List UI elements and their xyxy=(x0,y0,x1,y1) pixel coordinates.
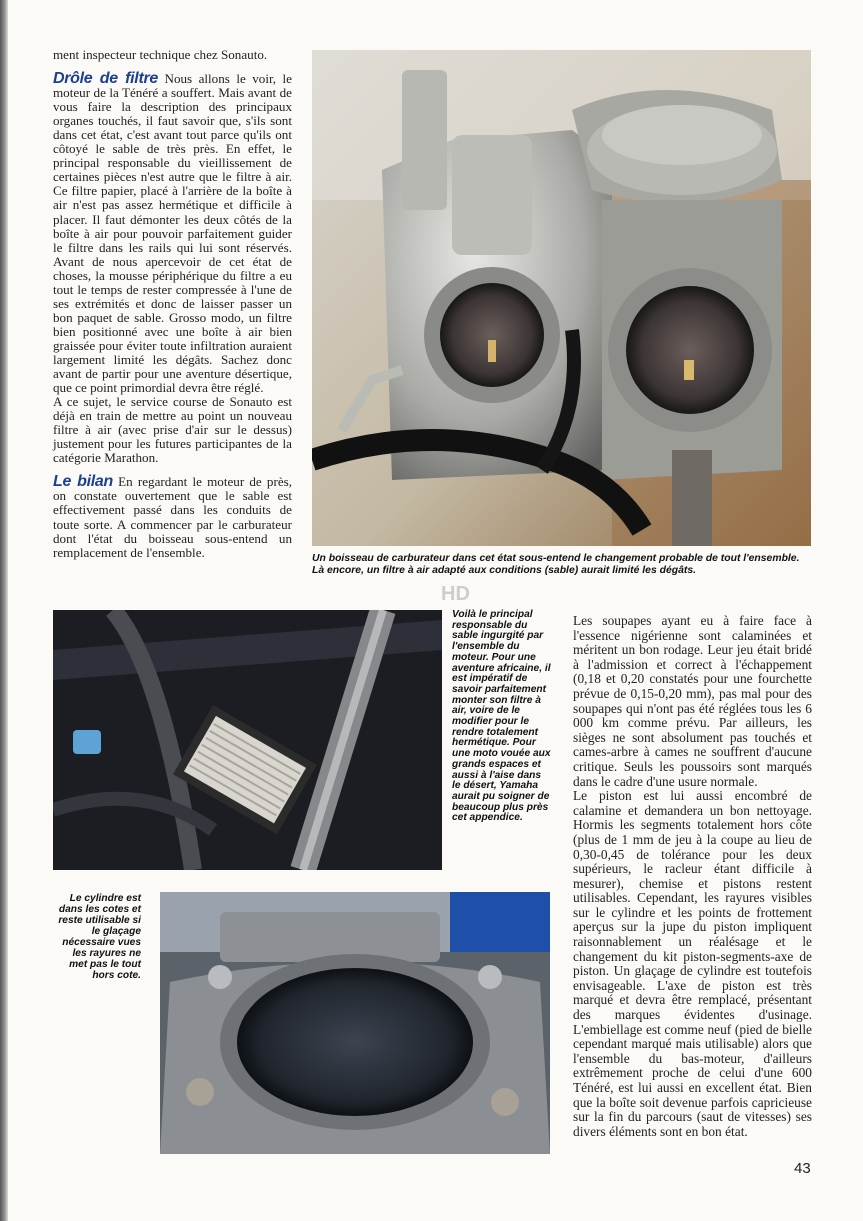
carburettor-caption: Un boisseau de carburateur dans cet état sous-entend le changement probable de tout l'ensemble. Là encore, un filtre à air adapté aux conditions (sable) aurait limité les dégâts. xyxy=(312,553,800,576)
cylinder-illustration xyxy=(160,892,550,1154)
air-filter-caption: Voilà le principal responsable du sable ingurgité par l'ensemble du moteur. Pour une aventure africaine, il est impératif de savoir parfaitement monter son filtre à air, voire de le modifier pour le rendre totalement hermétique. Pour une moto vouée aux grands espaces et aussi à l'aise dans le désert, Yamaha aurait pu soigner de beaucoup plus près cet appendice. xyxy=(452,609,551,824)
left-column-text xyxy=(53,48,292,560)
section-body-drole-de-filtre: Nous allons le voir, le moteur de la Ténéré a souffert. Mais avant de vous faire la description des principaux organes touchés, il faut savoir que, s'ils sont dans cet état, c'est avant tout parce qu'ils ont côtoyé le sable de très près. En effet, le principal responsable du vieillissement de certaines pièces n'est autre que le filtre à air. Ce filtre papier, placé à l'arrière de la boîte à air n'est pas assez hermétique et difficile à placer. Il faut démonter les deux côtés de la boîte à air pour pouvoir parfaitement guider le filtre dans les rails qui lui sont réservés. Avant de nous apercevoir de cet état de choses, la mousse périphérique du filtre a eu tout le temps de rester compressée à l'une de ses extrémités et donc de laisser passer un bon paquet de sable. Grosso modo, un filtre bien positionné avec une boîte à air bien graissée pour éviter toute infiltration auraient largement limité les dégâts. Sachez donc avant de partir pour une aventure désertique, que ce point primordial devra être réglé. xyxy=(53,71,292,396)
section-le-bilan xyxy=(53,475,292,559)
right-column-text xyxy=(573,614,812,1139)
carburettor-illustration xyxy=(312,50,811,546)
air-filter-photo xyxy=(53,610,442,870)
intro-tail: ment inspecteur technique chez Sonauto. xyxy=(53,47,268,62)
watermark: HD xyxy=(441,583,470,605)
section-heading-le-bilan: Le bilan xyxy=(53,473,113,491)
page-binding-edge xyxy=(0,0,8,1221)
section-body-sonauto: A ce sujet, le service course de Sonauto est déjà en train de mettre au point un nouveau filtre à air (avec prise d'air sur le dessus) justement pour les futures participantes de la catégorie Marathon. xyxy=(53,394,292,466)
section-body-le-bilan: En regardant le moteur de près, on constate ouvertement que le sable est effectivement passé dans les conduits de toute sorte. A commencer par le carburateur dont l'état du boisseau sous-entend un remplacement de l'ensemble. xyxy=(53,474,292,560)
piston-paragraph: Le piston est lui aussi encombré de calamine et demandera un bon nettoyage. Hormis les segments totalement hors côte (plus de 1 mm de jeu à la coupe au lieu de 0,30-0,45 de tolérance pour les deux supérieurs, le racleur étant difficile à mesurer), chemise et pistons restent utilisables. Cependant, les rayures visibles sur le cylindre et les points de frottement aperçus sur la jupe du piston impliquent raisonnablement un réalésage et le changement du kit piston-segments-axe de piston. Un glaçage de cylindre est toutefois envisageable. L'axe de piston est très marqué et devra être remplacé, présentant des marques évidentes d'usinage. L'embiellage est comme neuf (pied de bielle cependant marqué mais utilisable) alors que l'ensemble du bas-moteur, d'ailleurs extrêmement proche de celui d'une 600 Ténéré, est lui aussi en excellent état. Bien que la boîte soit devenue parfois capricieuse sur la fin du parcours (saut de vitesses) ses divers éléments sont en bon état. xyxy=(573,788,812,1139)
valves-paragraph: Les soupapes ayant eu à faire face à l'essence nigérienne sont calaminées et méritent un bon rodage. Leur jeu était bridé à l'admission et correct à l'échappement (0,18 et 0,20 constatés pour une fourchette prévue de 0,15-0,20 mm), pas mal pour des soupapes qui n'ont pas été réglées tous les 6 000 km comme prévu. Par ailleurs, les sièges ne sont absolument pas touchés et cames-arbre à cames ne souffrent d'aucune critique. Seuls les poussoirs sont marqués dans le cadre d'une usure normale. xyxy=(573,613,812,789)
section-drole-de-filtre xyxy=(53,72,292,395)
carburettor-photo xyxy=(312,50,811,546)
cylinder-caption: Le cylindre est dans les cotes et reste utilisable si le glaçage nécessaire vues les rayures ne met pas le tout hors cote. xyxy=(58,893,141,981)
air-filter-illustration xyxy=(53,610,442,870)
page-number: 43 xyxy=(794,1160,811,1177)
cylinder-photo xyxy=(160,892,550,1154)
section-heading-drole-de-filtre: Drôle de filtre xyxy=(53,70,159,88)
